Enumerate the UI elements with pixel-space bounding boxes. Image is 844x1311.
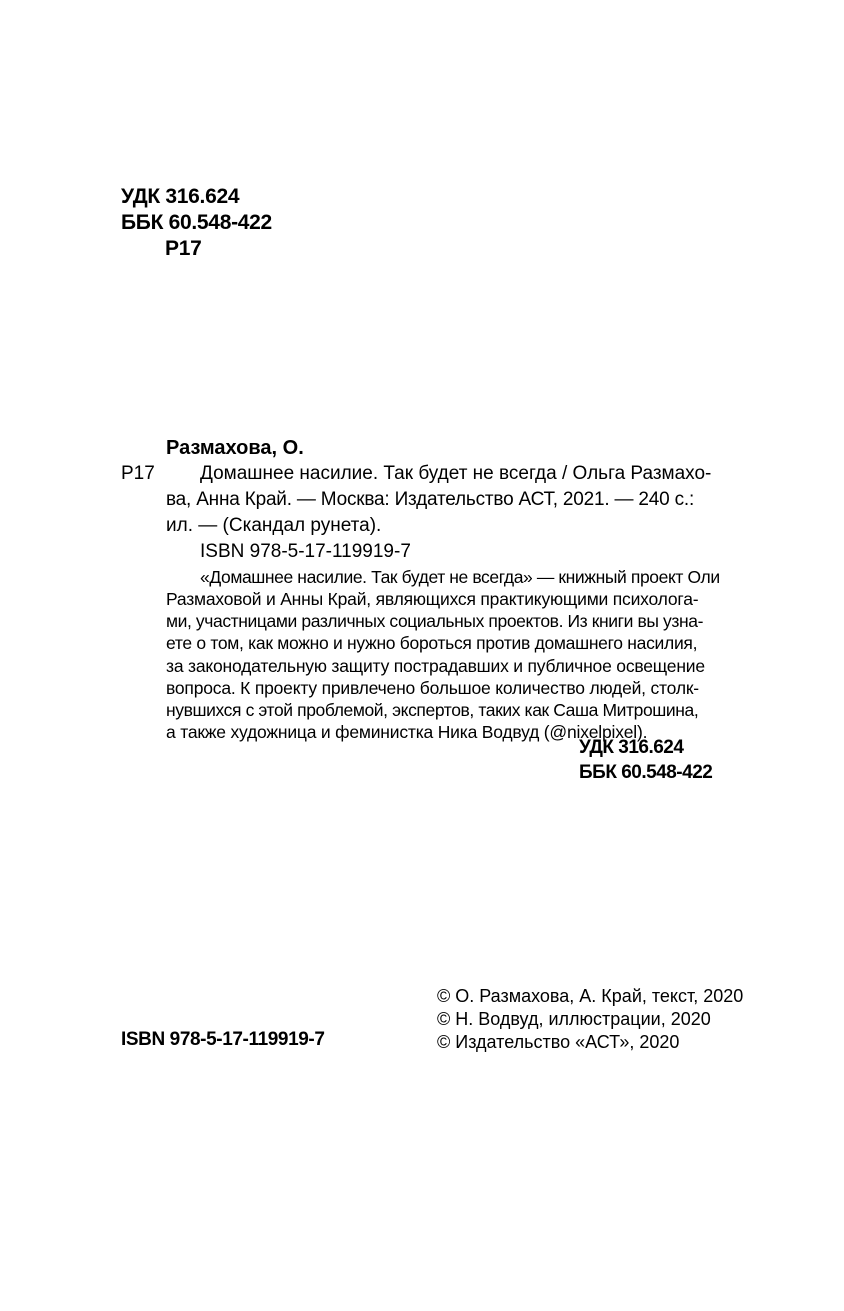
author-mark: Р17 bbox=[121, 463, 155, 484]
author-mark-top: Р17 bbox=[165, 237, 202, 260]
annotation-line: нувшихся с этой проблемой, экспертов, таких как Саша Митрошина, bbox=[166, 700, 699, 720]
annotation-line: ми, участницами различных социальных проектов. Из книги вы узна- bbox=[166, 611, 704, 631]
isbn-record: ISBN 978-5-17-119919-7 bbox=[200, 541, 411, 562]
isbn-bottom: ISBN 978-5-17-119919-7 bbox=[121, 1029, 325, 1050]
annotation-line: а также художница и феминистка Ника Водвуд (@nixelpixel). bbox=[166, 722, 648, 742]
author-heading: Размахова, О. bbox=[166, 437, 304, 459]
bbk-code-bottom: ББК 60.548-422 bbox=[579, 762, 713, 783]
bbk-code-top: ББК 60.548-422 bbox=[121, 211, 272, 234]
copyright-line: © Н. Водвуд, иллюстрации, 2020 bbox=[437, 1009, 711, 1029]
title-line: Домашнее насилие. Так будет не всегда / Ольга Размахо- bbox=[200, 463, 712, 484]
annotation-line: за законодательную защиту пострадавших и публичное освещение bbox=[166, 656, 705, 676]
annotation-line: ете о том, как можно и нужно бороться против домашнего насилия, bbox=[166, 633, 698, 653]
annotation-line: Размаховой и Анны Край, являющихся практикующими психолога- bbox=[166, 589, 699, 609]
copyright-line: © Издательство «АСТ», 2020 bbox=[437, 1032, 680, 1052]
annotation-line: «Домашнее насилие. Так будет не всегда» — книжный проект Оли bbox=[200, 567, 720, 587]
udk-code-top: УДК 316.624 bbox=[121, 185, 240, 208]
udk-code-bottom: УДК 316.624 bbox=[579, 737, 684, 758]
title-line: ва, Анна Край. — Москва: Издательство АСТ, 2021. — 240 с.: bbox=[166, 489, 695, 510]
annotation-line: вопроса. К проекту привлечено большое количество людей, столк- bbox=[166, 678, 699, 698]
copyright-line: © О. Размахова, А. Край, текст, 2020 bbox=[437, 986, 744, 1006]
title-line: ил. — (Скандал рунета). bbox=[166, 515, 382, 536]
